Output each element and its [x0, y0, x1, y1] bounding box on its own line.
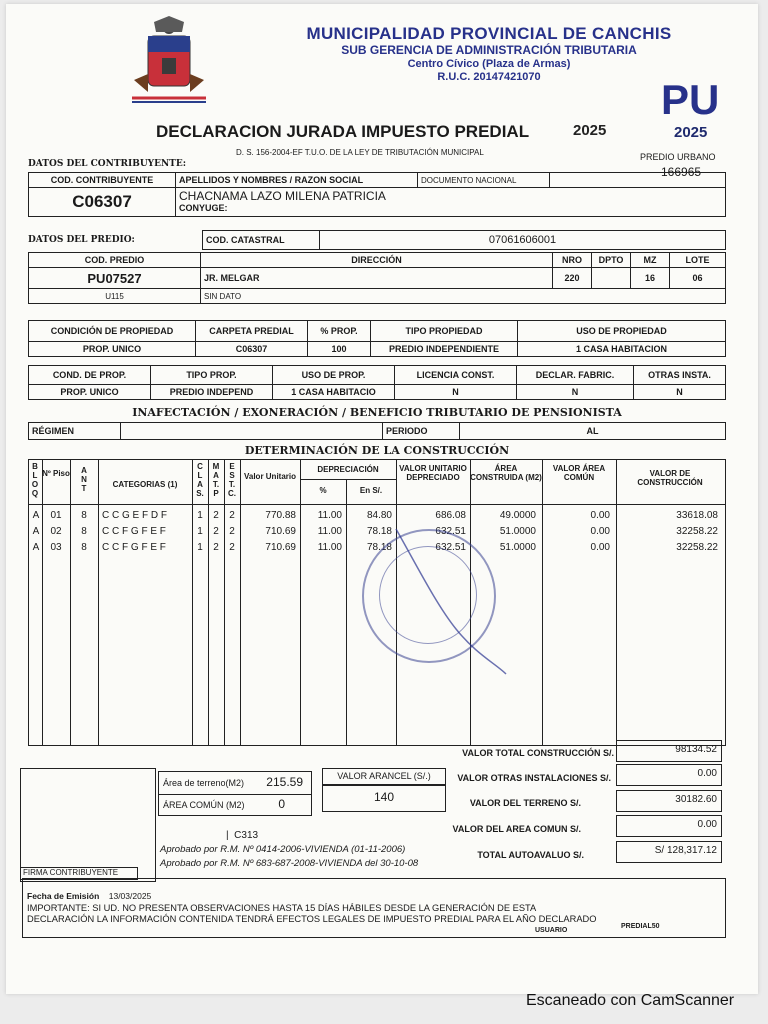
construccion-cell-mat: 2	[213, 526, 219, 537]
construccion-header-divider	[28, 504, 726, 505]
construccion-cell-ant: 8	[81, 542, 87, 553]
construccion-cell-pct: 11.00	[317, 542, 342, 553]
construccion-cell-vud: 632.51	[435, 526, 466, 537]
lote-label: LOTE	[670, 253, 726, 268]
voi-label: VALOR OTRAS INSTALACIONES S/.	[457, 773, 611, 783]
construccion-cell-est: 2	[229, 526, 235, 537]
col-divider	[224, 459, 225, 745]
construccion-cell-vud: 632.51	[435, 542, 466, 553]
uso-propiedad-value: 1 CASA HABITACION	[518, 342, 726, 357]
col-divider	[98, 459, 99, 745]
col-divider	[240, 459, 241, 745]
vtc-label: VALOR TOTAL CONSTRUCCIÓN S/.	[462, 748, 614, 758]
otras-insta-label: OTRAS INSTA.	[634, 366, 726, 385]
documento-value	[550, 173, 726, 188]
construccion-cell-piso: 01	[50, 510, 62, 521]
otras-insta-value: N	[634, 385, 726, 400]
tipo-propiedad-value: PREDIO INDEPENDIENTE	[371, 342, 518, 357]
col-divider	[70, 459, 71, 745]
col-divider	[300, 459, 301, 745]
condicion-value: PROP. UNICO	[29, 342, 196, 357]
inafectacion-title: INAFECTACIÓN / EXONERACIÓN / BENEFICIO TRIBUTARIO DE PENSIONISTA	[132, 406, 622, 419]
cond-prop-label: COND. DE PROP.	[29, 366, 151, 385]
mz-label: MZ	[631, 253, 670, 268]
footer-box	[22, 878, 726, 938]
predio-urbano-number: 166965	[661, 165, 702, 179]
mz-value: 16	[631, 268, 670, 289]
construccion-cell-vud: 686.08	[435, 510, 466, 521]
signature-scribble	[386, 524, 516, 684]
valor-depreciado-header: VALOR UNITARIO DEPRECIADO	[399, 464, 467, 482]
construccion-title: DETERMINACIÓN DE LA CONSTRUCCIÓN	[244, 444, 510, 457]
cod-predio-value: PU07527	[29, 268, 201, 289]
catastral-table	[202, 230, 726, 250]
terreno-code-value: C313	[234, 830, 259, 841]
al-label: AL	[460, 423, 726, 440]
predio-urbano-label: PREDIO URBANO	[640, 152, 716, 162]
carpeta-value: C06307	[196, 342, 308, 357]
tipo-propiedad-label: TIPO PROPIEDAD	[371, 321, 518, 342]
carpeta-label: CARPETA PREDIAL	[196, 321, 308, 342]
pct-prop-value: 100	[308, 342, 371, 357]
construccion-cell-vu: 710.69	[265, 526, 296, 537]
depreciacion-divider	[300, 479, 396, 480]
construccion-cell-vac: 0.00	[590, 510, 610, 521]
documento-label: DOCUMENTO NACIONAL	[418, 173, 550, 188]
vac-label: VALOR DEL AREA COMUN S/.	[452, 824, 581, 834]
sector-code: U115	[29, 289, 201, 304]
importante-2: DECLARACIÓN LA INFORMACIÓN CONTENIDA TENDRÁ EFECTOS LEGALES DE IMPUESTO PREDIAL PARA EL AÑO DECLARADO	[27, 914, 597, 924]
nro-value: 220	[553, 268, 592, 289]
pct-prop-label: % PROP.	[308, 321, 371, 342]
sub-gerencia: SUB GERENCIA DE ADMINISTRACIÓN TRIBUTARIA	[341, 43, 637, 57]
uso-prop-label: USO DE PROP.	[273, 366, 395, 385]
construccion-cell-pct: 11.00	[317, 526, 342, 537]
construccion-cell-en_s: 78.18	[366, 526, 392, 537]
construccion-cell-bloq: A	[32, 526, 40, 537]
area-terreno-value: 215.59	[266, 775, 303, 789]
pu-year: 2025	[674, 124, 708, 141]
uso-prop-value: 1 CASA HABITACIO	[273, 385, 395, 400]
est-header: E S T. C.	[228, 462, 236, 498]
valor-arancel-label: VALOR ARANCEL (S/.)	[322, 768, 446, 786]
col-divider	[346, 479, 347, 745]
usuario-value: PREDIAL50	[621, 923, 660, 930]
construccion-cell-vu: 770.88	[265, 510, 296, 521]
predio-table	[28, 252, 726, 304]
construccion-cell-mat: 2	[213, 542, 219, 553]
aprobacion-2: Aprobado por R.M. Nº 683-687-2008-VIVIENDA del 30-10-08	[160, 858, 419, 869]
usuario-label: USUARIO	[535, 927, 568, 934]
construccion-cell-vc: 32258.22	[676, 526, 718, 537]
construccion-cell-clas: 1	[197, 542, 203, 553]
construccion-cell-ant: 8	[81, 510, 87, 521]
contribuyente-name: CHACNAMA LAZO MILENA PATRICIA	[179, 189, 386, 203]
condicion-label: CONDICIÓN DE PROPIEDAD	[29, 321, 196, 342]
declar-fabric-value: N	[517, 385, 634, 400]
valor-unitario-header: Valor Unitario	[243, 472, 296, 481]
importante-1: IMPORTANTE: SI UD. NO PRESENTA OBSERVACIONES HASTA 15 DÍAS HÁBILES DESDE LA GENERACIÓN DE ESTA	[27, 903, 537, 913]
col-divider	[208, 459, 209, 745]
cod-contribuyente-label: COD. CONTRIBUYENTE	[29, 173, 176, 188]
lote-value: 06	[670, 268, 726, 289]
direccion-label: DIRECCIÓN	[201, 253, 553, 268]
total-autoavaluo-label: TOTAL AUTOAVALUO S/.	[477, 850, 584, 860]
camscanner-watermark: Escaneado con CamScanner	[526, 992, 735, 1009]
mat-header: M A T. P	[212, 462, 220, 498]
construccion-cell-cat: C C G E F D F	[102, 510, 167, 521]
contribuyente-table	[28, 172, 726, 217]
construccion-cell-vac: 0.00	[590, 526, 610, 537]
construccion-cell-cat: C C F G F E F	[102, 526, 166, 537]
construccion-cell-pct: 11.00	[317, 510, 342, 521]
construccion-cell-en_s: 78.18	[366, 542, 392, 553]
construccion-cell-piso: 03	[50, 542, 62, 553]
col-divider	[616, 459, 617, 745]
licencia-label: LICENCIA CONST.	[395, 366, 517, 385]
construccion-cell-clas: 1	[197, 526, 203, 537]
total-autoavaluo-value: S/ 128,317.12	[616, 841, 722, 863]
ant-header: A N T	[81, 466, 87, 493]
inafectacion-table	[28, 422, 726, 440]
voi-value: 0.00	[616, 764, 722, 786]
construccion-cell-clas: 1	[197, 510, 203, 521]
terreno-code: | C313	[226, 830, 259, 841]
area-construida-header: ÁREA CONSTRUIDA (M2)	[470, 464, 542, 482]
area-comun-label: ÁREA COMÚN (M2)	[163, 800, 245, 810]
document-title-year: 2025	[573, 122, 607, 139]
address: Centro Cívico (Plaza de Armas)	[407, 58, 571, 70]
pct-header: %	[319, 486, 327, 495]
depreciacion-header: DEPRECIACIÓN	[317, 465, 379, 474]
document-sheet	[6, 4, 758, 994]
construccion-cell-vac: 0.00	[590, 542, 610, 553]
construccion-cell-area: 49.0000	[499, 510, 536, 521]
dpto-value	[592, 268, 631, 289]
construccion-cell-est: 2	[229, 542, 235, 553]
firma-label: FIRMA CONTRIBUYENTE	[20, 867, 138, 880]
nro-label: NRO	[553, 253, 592, 268]
vt-value: 30182.60	[616, 790, 722, 812]
nombre-label: APELLIDOS Y NOMBRES / RAZON SOCIAL	[176, 173, 418, 188]
cod-predio-label: COD. PREDIO	[29, 253, 201, 268]
valor-area-comun-header: VALOR ÁREA COMÚN	[552, 464, 606, 482]
conyuge-label: CONYUGE:	[179, 203, 228, 213]
construccion-cell-area: 51.0000	[499, 542, 536, 553]
municipal-coat-of-arms-logo	[124, 14, 214, 106]
construccion-cell-vc: 32258.22	[676, 542, 718, 553]
construccion-cell-cat: C C F G F E F	[102, 542, 166, 553]
tipo-prop-label: TIPO PROP.	[151, 366, 273, 385]
construccion-cell-area: 51.0000	[499, 526, 536, 537]
area-terreno-label: Área de terreno(M2)	[163, 778, 245, 788]
ruc: R.U.C. 20147421070	[437, 71, 541, 83]
legal-basis: D. S. 156-2004-EF T.U.O. DE LA LEY DE TRIBUTACIÓN MUNICIPAL	[236, 148, 484, 157]
dpto-label: DPTO	[592, 253, 631, 268]
cod-catastral-label: COD. CATASTRAL	[203, 231, 320, 250]
emision-row	[27, 891, 151, 901]
categorias-header: CATEGORIAS (1)	[112, 480, 178, 489]
aprobacion-1: Aprobado por R.M. Nº 0414-2006-VIVIENDA (01-11-2006)	[160, 844, 406, 855]
propiedad-detalle-table	[28, 365, 726, 400]
emision-value: 13/03/2025	[108, 891, 152, 901]
predio-section-title: DATOS DEL PREDIO:	[28, 235, 135, 245]
tipo-prop-value: PREDIO INDEPEND	[151, 385, 273, 400]
regimen-value	[121, 423, 383, 440]
declar-fabric-label: DECLAR. FABRIC.	[517, 366, 634, 385]
regimen-label: RÉGIMEN	[29, 423, 121, 440]
cod-contribuyente-value: C06307	[29, 188, 176, 217]
construccion-cell-bloq: A	[32, 542, 40, 553]
area-comun-value: 0	[278, 797, 285, 811]
cond-prop-value: PROP. UNICO	[29, 385, 151, 400]
bloq-header: B L O Q	[31, 462, 39, 498]
contribuyente-section-title: DATOS DEL CONTRIBUYENTE:	[28, 159, 187, 169]
vac-value: 0.00	[616, 815, 722, 837]
col-divider	[542, 459, 543, 745]
emision-label: Fecha de Emisión	[27, 891, 100, 901]
construccion-cell-vu: 710.69	[265, 542, 296, 553]
uso-propiedad-label: USO DE PROPIEDAD	[518, 321, 726, 342]
en-soles-header: En S/.	[359, 486, 383, 495]
sector-desc: SIN DATO	[201, 289, 726, 304]
construccion-cell-vc: 33618.08	[676, 510, 718, 521]
piso-header: Nº Piso	[42, 469, 70, 478]
direccion-value: JR. MELGAR	[201, 268, 553, 289]
col-divider	[42, 459, 43, 745]
construccion-cell-mat: 2	[213, 510, 219, 521]
licencia-value: N	[395, 385, 517, 400]
construccion-cell-piso: 02	[50, 526, 62, 537]
construccion-cell-est: 2	[229, 510, 235, 521]
col-divider	[192, 459, 193, 745]
municipality-name: MUNICIPALIDAD PROVINCIAL DE CANCHIS	[306, 24, 672, 43]
cod-catastral-value: 07061606001	[320, 231, 726, 250]
pu-mark: PU	[661, 76, 720, 123]
periodo-label: PERIODO	[383, 423, 460, 440]
construccion-cell-bloq: A	[32, 510, 40, 521]
valor-construccion-header: VALOR DE CONSTRUCCIÓN	[637, 469, 703, 487]
construccion-cell-en_s: 84.80	[366, 510, 392, 521]
clas-header: C L A S.	[196, 462, 204, 498]
area-terreno-box	[158, 771, 312, 795]
vt-label: VALOR DEL TERRENO S/.	[469, 798, 581, 808]
document-title: DECLARACION JURADA IMPUESTO PREDIAL	[156, 122, 530, 141]
valor-arancel-value: 140	[322, 784, 446, 812]
construccion-cell-ant: 8	[81, 526, 87, 537]
propiedad-table	[28, 320, 726, 357]
firma-box	[20, 768, 156, 882]
area-comun-box	[158, 794, 312, 816]
vtc-value: 98134.52	[616, 740, 722, 762]
